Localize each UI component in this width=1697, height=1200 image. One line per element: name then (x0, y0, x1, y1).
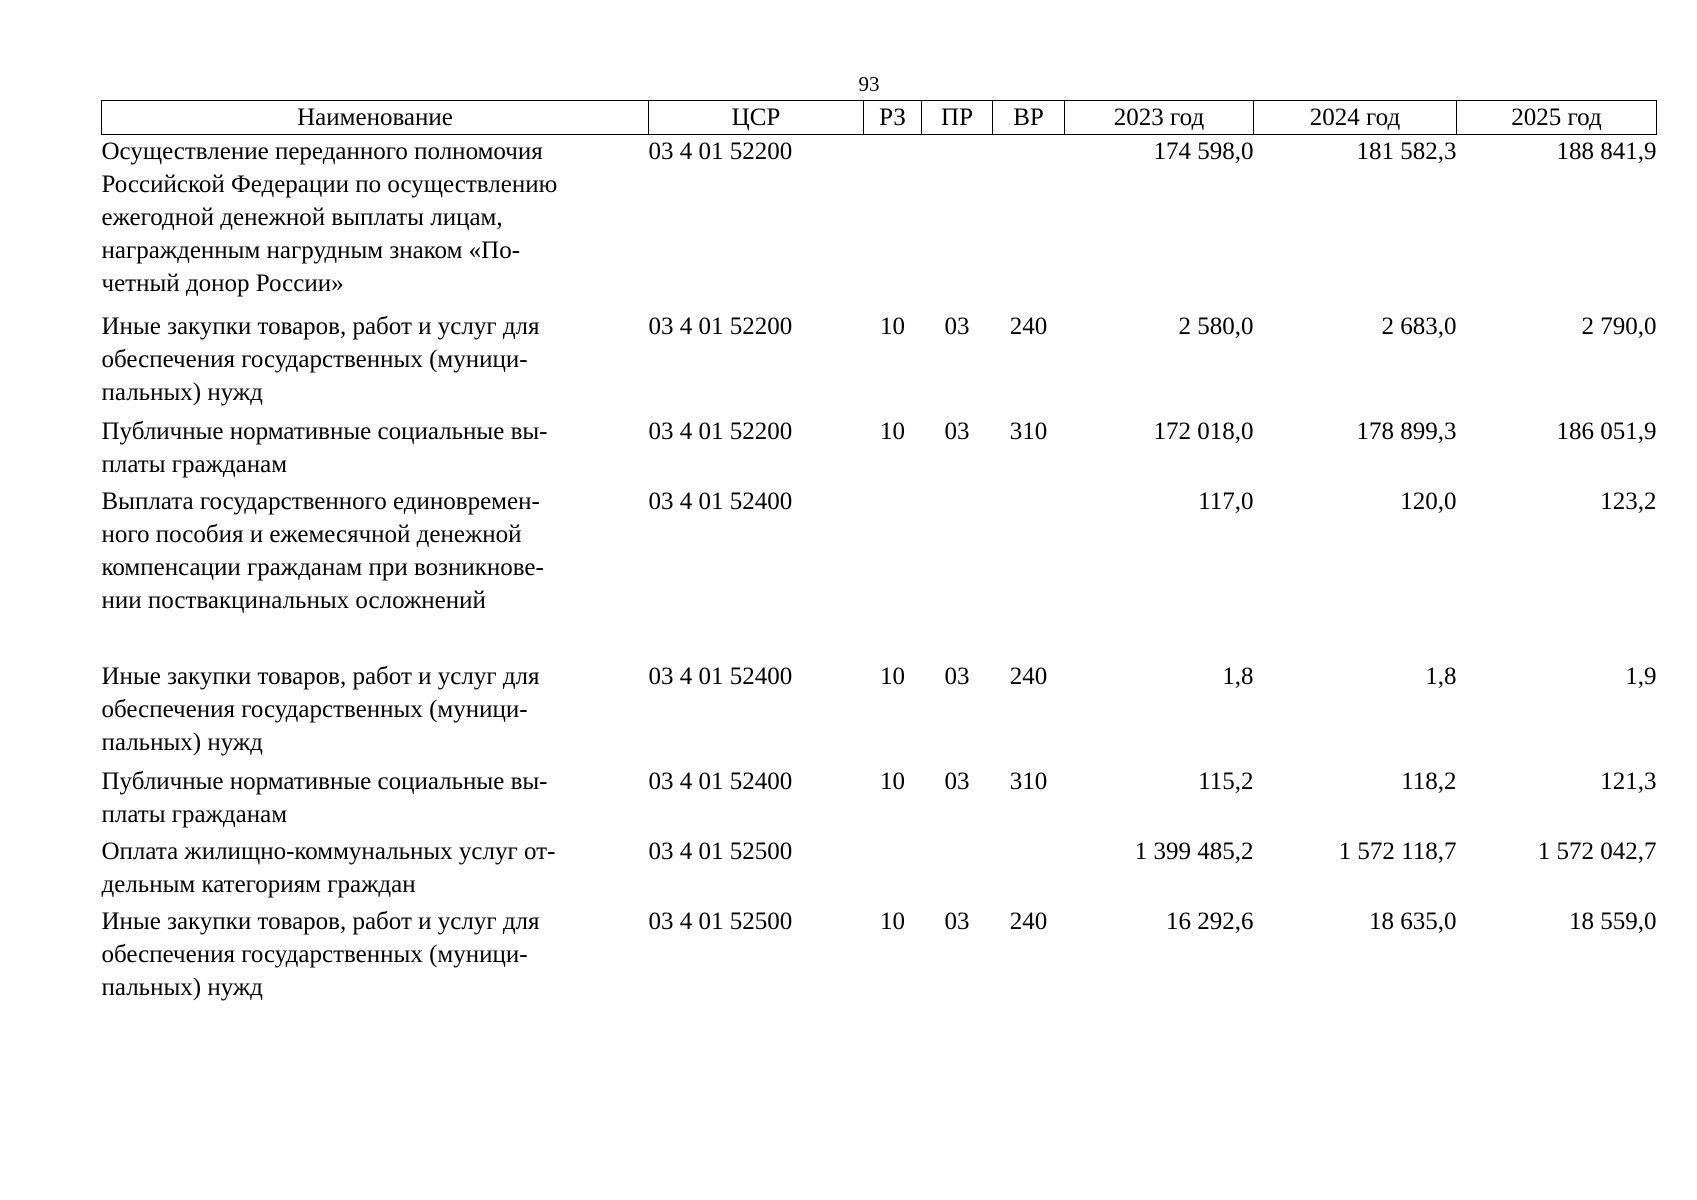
table-body (102, 135, 1657, 1010)
cell-2025: 186 051,9 (1556, 417, 1657, 445)
name-line: Оплата жилищно-коммунальных услуг от- (101, 837, 556, 865)
page-number: 93 (858, 72, 880, 96)
name-line: Иные закупки товаров, работ и услуг для (101, 662, 540, 690)
cell-rz (864, 485, 922, 660)
cell-vr: 310 (1009, 417, 1048, 445)
table-row (102, 765, 1657, 835)
table-header-row (102, 101, 1657, 135)
cell-name (102, 660, 649, 765)
name-line: обеспечения государственных (муници- (101, 345, 528, 373)
name-line: четный донор России» (101, 270, 344, 297)
cell-name (102, 485, 649, 660)
table-row (102, 905, 1657, 1010)
cell-2023: 172 018,0 (1153, 417, 1254, 445)
cell-csr: 03 4 01 52200 (648, 417, 793, 445)
cell-csr: 03 4 01 52200 (648, 138, 793, 165)
header-name: Наименование (102, 101, 649, 135)
header-pr: ПР (922, 101, 993, 135)
cell-2024: 2 683,0 (1381, 312, 1457, 340)
cell-name (102, 765, 649, 835)
name-line: Российской Федерации по осуществлению (101, 171, 558, 198)
cell-rz: 10 (880, 417, 905, 445)
cell-csr: 03 4 01 52400 (648, 767, 793, 795)
cell-rz (864, 135, 922, 310)
cell-csr: 03 4 01 52400 (648, 662, 793, 690)
cell-2023: 115,2 (1198, 767, 1254, 795)
header-vr: ВР (993, 101, 1065, 135)
name-line: платы гражданам (101, 450, 288, 478)
cell-name (102, 835, 649, 905)
cell-pr (922, 485, 993, 660)
name-line: Иные закупки товаров, работ и услуг для (101, 907, 540, 935)
table-row (102, 835, 1657, 905)
cell-rz: 10 (880, 767, 905, 795)
cell-vr: 240 (1009, 662, 1048, 690)
name-line: компенсации гражданам при возникнове- (101, 553, 544, 581)
cell-csr: 03 4 01 52500 (648, 837, 793, 865)
name-line: обеспечения государственных (муници- (101, 940, 528, 968)
cell-pr: 03 (944, 662, 970, 690)
cell-2025: 188 841,9 (1556, 138, 1657, 165)
cell-2023: 117,0 (1198, 487, 1254, 515)
cell-2023: 1 399 485,2 (1134, 837, 1254, 865)
name-line: Публичные нормативные социальные вы- (101, 767, 548, 795)
cell-vr: 240 (1009, 312, 1048, 340)
cell-2024: 18 635,0 (1369, 907, 1457, 935)
name-line: пальных) нужд (101, 378, 263, 406)
cell-2024: 118,2 (1401, 767, 1457, 795)
cell-2024: 120,0 (1400, 487, 1457, 515)
name-line: платы гражданам (101, 800, 288, 828)
cell-vr: 240 (1009, 907, 1048, 935)
cell-vr: 310 (1009, 767, 1048, 795)
cell-vr (993, 135, 1065, 310)
name-line: нии поствакцинальных осложнений (101, 586, 486, 614)
cell-2025: 18 559,0 (1569, 907, 1657, 935)
name-line: обеспечения государственных (муници- (101, 695, 528, 723)
cell-csr: 03 4 01 52500 (648, 907, 793, 935)
name-line: ного пособия и ежемесячной денежной (101, 520, 522, 548)
cell-2025: 1,9 (1625, 662, 1657, 690)
cell-2023: 1,8 (1222, 662, 1254, 690)
name-line: дельным категориям граждан (101, 870, 416, 898)
header-2023: 2023 год (1065, 101, 1254, 135)
cell-pr: 03 (944, 417, 970, 445)
cell-csr: 03 4 01 52200 (648, 312, 793, 340)
name-line: пальных) нужд (101, 973, 263, 1001)
table-row (102, 485, 1657, 660)
header-rz: РЗ (864, 101, 922, 135)
cell-2025: 121,3 (1600, 767, 1657, 795)
name-line: Осуществление переданного полномочия (101, 138, 543, 165)
cell-vr (993, 835, 1065, 905)
cell-rz: 10 (880, 907, 905, 935)
cell-2024: 1,8 (1425, 662, 1457, 690)
cell-vr (993, 485, 1065, 660)
name-line: Публичные нормативные социальные вы- (101, 417, 548, 445)
cell-2025: 2 790,0 (1581, 312, 1657, 340)
name-line: пальных) нужд (101, 728, 263, 756)
cell-2023: 174 598,0 (1153, 138, 1254, 165)
cell-rz: 10 (880, 662, 905, 690)
header-csr: ЦСР (649, 101, 864, 135)
cell-name (102, 135, 649, 310)
table-row (102, 660, 1657, 765)
cell-pr (922, 835, 993, 905)
cell-name (102, 415, 649, 485)
cell-name (102, 310, 649, 415)
cell-rz: 10 (880, 312, 905, 340)
cell-2023: 16 292,6 (1166, 907, 1254, 935)
name-line: Выплата государственного единовремен- (101, 487, 540, 515)
cell-2023: 2 580,0 (1178, 312, 1254, 340)
cell-pr: 03 (944, 312, 970, 340)
cell-2024: 178 899,3 (1356, 417, 1457, 445)
budget-table (101, 100, 1657, 1010)
name-line: награжденным нагрудным знаком «По- (101, 237, 521, 264)
cell-rz (864, 835, 922, 905)
cell-pr: 03 (944, 767, 970, 795)
table-row (102, 135, 1657, 310)
name-line: ежегодной денежной выплаты лицам, (101, 204, 503, 231)
cell-2025: 123,2 (1600, 487, 1657, 515)
cell-csr: 03 4 01 52400 (648, 487, 793, 515)
cell-2024: 181 582,3 (1356, 138, 1457, 165)
name-line: Иные закупки товаров, работ и услуг для (101, 312, 540, 340)
header-2024: 2024 год (1254, 101, 1457, 135)
table-row (102, 310, 1657, 415)
cell-2024: 1 572 118,7 (1338, 837, 1457, 865)
cell-2025: 1 572 042,7 (1537, 837, 1657, 865)
header-2025: 2025 год (1457, 101, 1657, 135)
cell-pr (922, 135, 993, 310)
cell-name (102, 905, 649, 1010)
table-row (102, 415, 1657, 485)
cell-pr: 03 (944, 907, 970, 935)
